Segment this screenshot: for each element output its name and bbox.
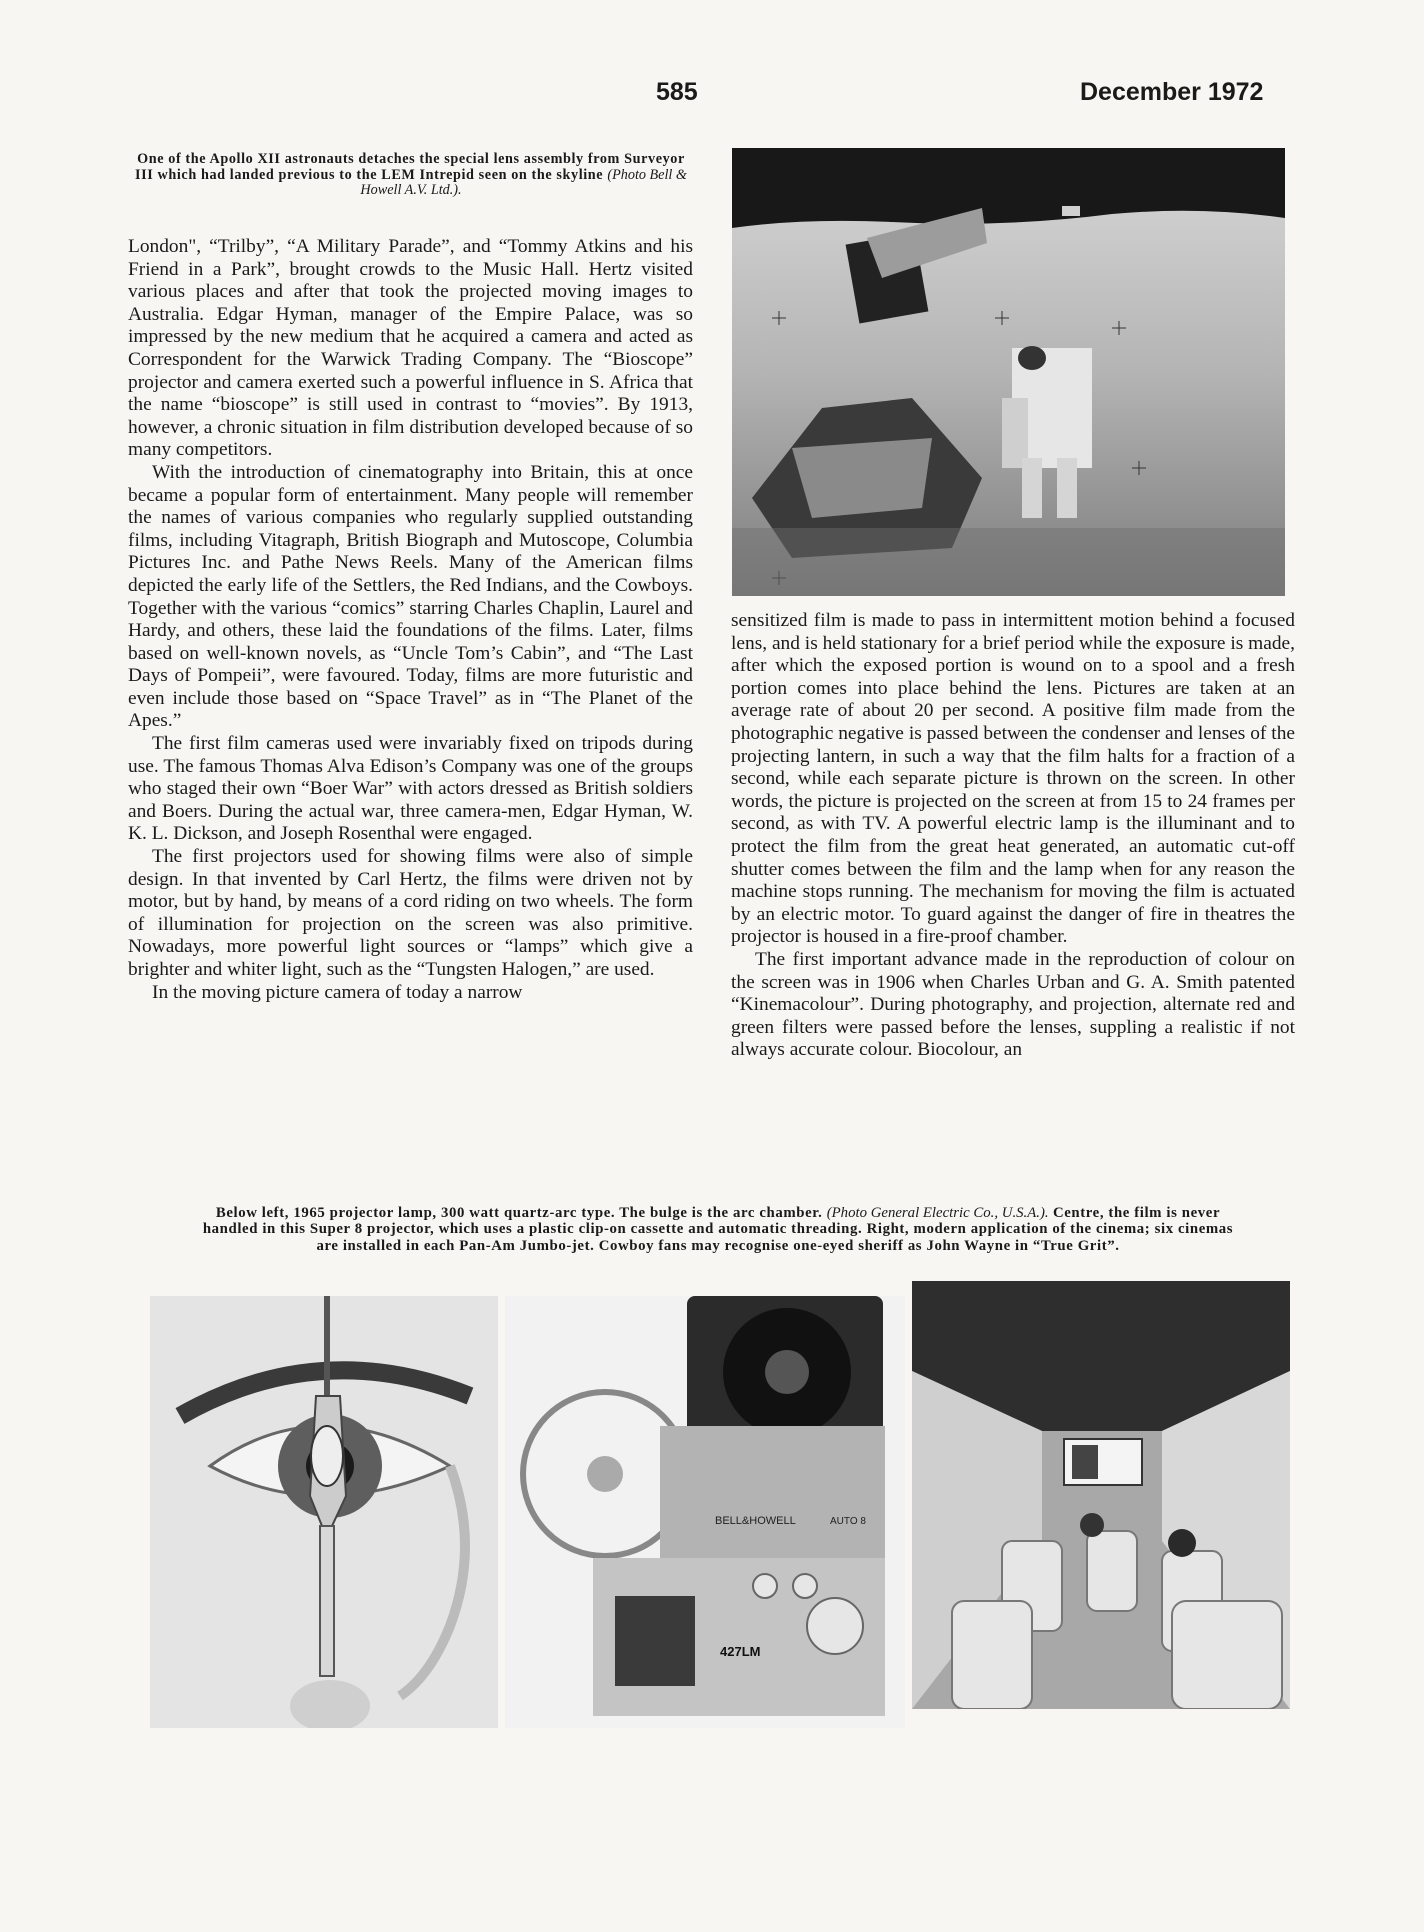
projector-model-label: AUTO 8 — [830, 1516, 866, 1527]
left-text-column — [128, 236, 693, 1004]
paragraph: The first projectors used for showing films were also of simple design. In that invented by Carl Hertz, the films were driven not by motor, but by hand, by means of a cord riding on two wheels. The form of illumination for projection on the screen was also primitive. Nowadays, more powerful light sources or “lamps” which give a brighter and whiter light, such as the “Tungsten Halogen,” are used. — [128, 846, 693, 980]
paragraph: The first important advance made in the reproduction of colour on the screen was in 1906 when Charles Urban and G. A. Smith patented “Kinemacolour”. During photography, and projection, alternate red and green filters were passed before the lenses, suppling a realistic if not always accurate colour. Biocolour, an — [731, 948, 1295, 1061]
projector-brand-label: BELL&HOWELL — [715, 1515, 796, 1527]
top-caption-credit: (Photo Bell & Howell A.V. Ltd.). — [360, 166, 687, 198]
bottom-caption-part1: Below left, 1965 projector lamp, 300 watt quartz-arc type. The bulge is the arc chamber. — [215, 1205, 823, 1221]
paragraph: London", “Trilby”, “A Military Parade”, and “Tommy Atkins and his Friend in a Park”, brought crowds to the Music Hall. Hertz visited various places and after that took the projected moving images to Australia. Edgar Hyman, manager of the Empire Palace, was so impressed by the new medium that he acquired a camera and acted as Correspondent for the Warwick Trading Company. The “Bioscope” projector and camera exerted such a powerful influence in S. Africa that the name “bioscope” is still used in contrast to “movies”. By 1913, however, a chronic situation in film distribution developed because of so many competitors. — [128, 236, 693, 461]
apollo-surveyor-photo — [732, 148, 1285, 596]
page-number: 585 — [656, 78, 698, 106]
right-text-column — [731, 610, 1295, 1062]
paragraph: With the introduction of cinematography into Britain, this at once became a popular form of entertainment. Many people will remember the names of various companies who regularly supplied outstanding films, including Vitagraph, British Biograph and Mutoscope, Columbia Pictures Inc. and Pathe News Reels. Many of the American films depicted the early life of the Settlers, the Red Indians, and the Cowboys. Together with the various “comics” starring Charles Chaplin, Laurel and Hardy, and others, these laid the foundations of the films. Later, films based on well-known novels, as “Uncle Tom’s Cabin”, and “The Last Days of Pompeii”, were favoured. Today, films are more futuristic and even include those based on “Space Travel” as in “The Planet of the Apes.” — [128, 461, 693, 732]
paragraph: In the moving picture camera of today a narrow — [152, 981, 523, 1003]
paragraph: The first film cameras used were invariably fixed on tripods during use. The famous Thomas Alva Edison’s Company was one of the groups who staged their own “Boer War” with actors dressed as British soldiers and Boers. During the actual war, three camera-men, Edgar Hyman, W. K. L. Dickson, and Joseph Rosenthal were engaged. — [128, 733, 693, 845]
super8-projector-photo — [505, 1296, 905, 1728]
bottom-caption-part2: Centre, the film is never handled in this Super 8 projector, which uses a plastic clip-on cassette and automatic threading. Right, modern application of the cinema; six cinemas are installed in each Pan-Am Jumbo-jet. Cowboy fans may recognise one-eyed sheriff as John Wayne in “True Grit”. — [202, 1205, 1234, 1254]
top-caption-text: One of the Apollo XII astronauts detaches the special lens assembly from Surveyor III which had landed previous to the LEM Intrepid seen on the skyline — [135, 151, 685, 183]
top-photo-caption — [128, 152, 694, 199]
paragraph: sensitized film is made to pass in intermittent motion behind a focused lens, and is held stationary for a brief period while the exposure is made, after which the exposed portion is wound on to a spool and a fresh portion comes into place behind the lens. Pictures are taken at an average rate of about 20 per second. A positive film made from the photographic negative is passed between the condenser and lenses of the projecting lantern, in such a way that the film halts for a fraction of a second, while each separate picture is thrown on the screen. In other words, the picture is projected on the screen at from 15 to 24 frames per second, as with TV. A powerful electric lamp is the illuminant and to protect the film from the great heat generated, an automatic cut-off shutter comes between the film and the lamp when for any reason the machine stops running. The mechanism for moving the film is actuated by an electric motor. To guard against the danger of fire in theatres the projector is housed in a fire-proof chamber. — [731, 610, 1295, 948]
projector-number-label: 427LM — [720, 1644, 761, 1659]
issue-date: December 1972 — [1080, 78, 1264, 106]
jumbo-jet-cinema-photo — [912, 1281, 1290, 1709]
bottom-caption-credit: (Photo General Electric Co., U.S.A.). — [826, 1205, 1049, 1221]
projector-lamp-photo — [150, 1296, 498, 1728]
bottom-photos-caption — [196, 1205, 1240, 1254]
